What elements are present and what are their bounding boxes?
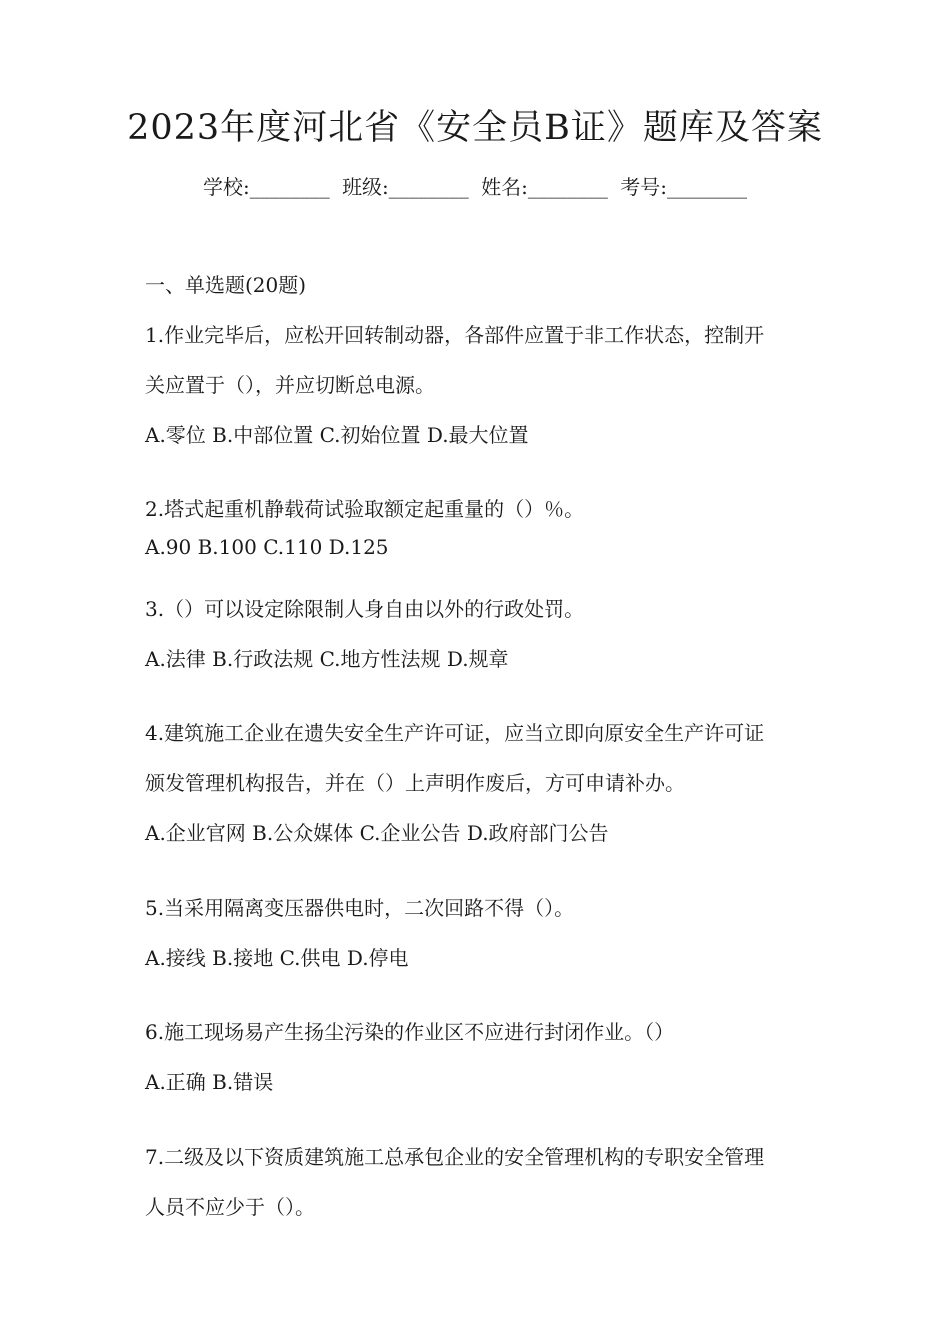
- question-7-line-2: 人员不应少于（）。: [145, 1195, 315, 1219]
- question-3-options: A.法律 B.行政法规 C.地方性法规 D.规章: [145, 647, 509, 671]
- document-title: 2023年度河北省《安全员B证》题库及答案: [127, 108, 823, 148]
- question-1-line-1: 1.作业完毕后，应松开回转制动器，各部件应置于非工作状态，控制开: [145, 323, 765, 347]
- question-7-line-1: 7.二级及以下资质建筑施工总承包企业的安全管理机构的专职安全管理: [145, 1145, 765, 1169]
- student-info-row: [0, 172, 950, 202]
- question-6-options: A.正确 B.错误: [145, 1070, 274, 1094]
- question-1-options: A.零位 B.中部位置 C.初始位置 D.最大位置: [145, 423, 529, 447]
- school-field: 学校:________: [202, 175, 330, 199]
- question-4-options: A.企业官网 B.公众媒体 C.企业公告 D.政府部门公告: [145, 821, 609, 845]
- question-6-line-1: 6.施工现场易产生扬尘污染的作业区不应进行封闭作业。（）: [145, 1020, 675, 1044]
- class-field: 班级:________: [342, 175, 469, 199]
- question-2-line-1: 2.塔式起重机静载荷试验取额定起重量的（）％。: [145, 497, 585, 521]
- question-5-options: A.接线 B.接地 C.供电 D.停电: [145, 946, 409, 970]
- name-field: 姓名:________: [481, 175, 608, 199]
- exam-number-field: 考号:________: [620, 175, 748, 199]
- question-4-line-1: 4.建筑施工企业在遗失安全生产许可证，应当立即向原安全生产许可证: [145, 721, 765, 745]
- question-5-line-1: 5.当采用隔离变压器供电时，二次回路不得（）。: [145, 896, 575, 920]
- question-1-line-2: 关应置于（），并应切断总电源。: [145, 373, 435, 397]
- question-2-options: A.90 B.100 C.110 D.125: [145, 535, 389, 559]
- section-title: 一、单选题(20题): [145, 273, 307, 297]
- question-3-line-1: 3.（）可以设定除限制人身自由以外的行政处罚。: [145, 597, 585, 621]
- question-4-line-2: 颁发管理机构报告，并在（）上声明作废后，方可申请补办。: [145, 771, 685, 795]
